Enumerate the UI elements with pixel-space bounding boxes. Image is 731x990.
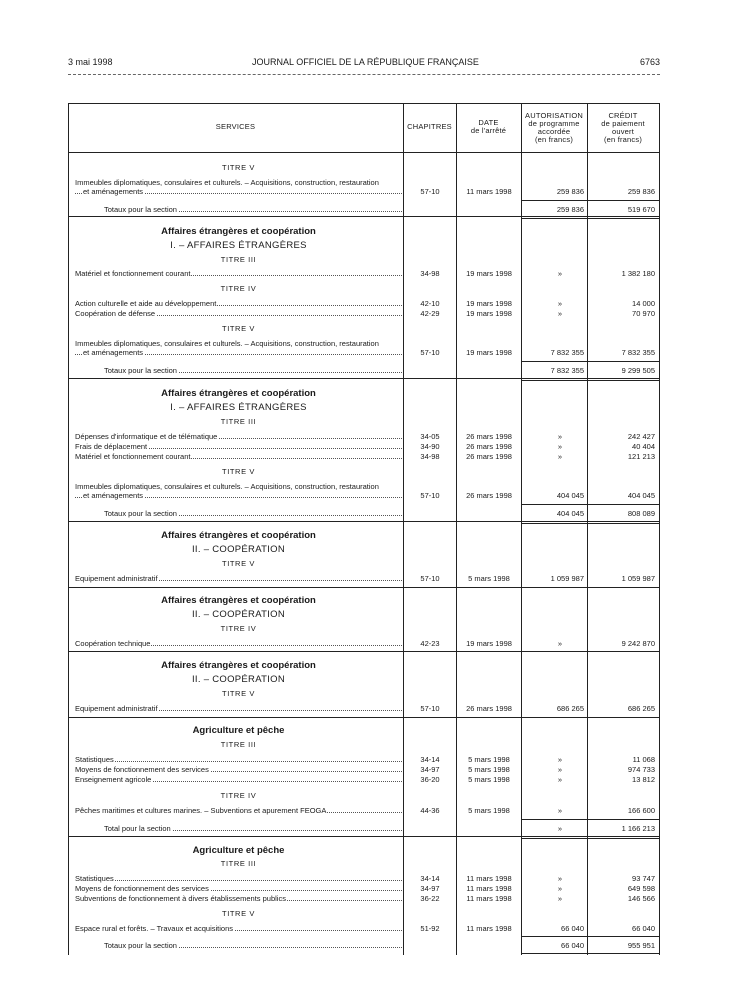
service-label: Coopération technique <box>75 639 151 648</box>
total-autorisation: 7 832 355 <box>550 366 584 375</box>
titre-heading: TITRE III <box>220 255 257 264</box>
titre-heading: TITRE V <box>222 324 255 333</box>
autorisation-cell: » <box>557 806 562 815</box>
ministry-heading: Affaires étrangères et coopération <box>161 388 316 399</box>
date-cell: 19 mars 1998 <box>466 348 512 357</box>
total-autorisation: » <box>557 824 562 833</box>
ministry-heading: Affaires étrangères et coopération <box>161 660 316 671</box>
section-separator <box>68 587 660 588</box>
chapitre-cell: 36-22 <box>420 894 440 903</box>
chapitre-cell: 57-10 <box>420 187 440 196</box>
autorisation-cell: » <box>557 755 562 764</box>
chapitre-cell: 57-10 <box>420 348 440 357</box>
titre-heading: TITRE IV <box>220 284 257 293</box>
chapitre-cell: 42-10 <box>420 299 440 308</box>
total-autorisation: 66 040 <box>561 941 584 950</box>
col-line-1 <box>403 103 404 955</box>
total-line <box>104 509 402 518</box>
chapitre-cell: 34-05 <box>420 432 440 441</box>
chapitre-cell: 34-14 <box>420 874 440 883</box>
th-auth-2: de programme <box>528 119 580 128</box>
service-line <box>75 755 402 764</box>
sum-rule <box>521 936 659 937</box>
service-label: et aménagements <box>83 348 144 357</box>
service-line <box>75 894 402 903</box>
service-label: Immeubles diplomatiques, consulaires et culturels. – Acquisitions, construction, restauration <box>75 178 379 187</box>
autorisation-cell: » <box>557 432 562 441</box>
service-line <box>75 874 402 883</box>
autorisation-cell: » <box>557 874 562 883</box>
page-date: 3 mai 1998 <box>68 57 113 67</box>
titre-heading: TITRE V <box>222 467 255 476</box>
service-label: Moyens de fonctionnement des services <box>75 884 209 893</box>
titre-heading: TITRE V <box>222 909 255 918</box>
sum-rule <box>521 361 659 362</box>
date-cell: 11 mars 1998 <box>466 874 512 883</box>
service-line <box>75 639 402 648</box>
total-label: Total pour la section <box>104 824 171 833</box>
date-cell: 26 mars 1998 <box>466 442 512 451</box>
total-label: Totaux pour la section <box>104 941 177 950</box>
service-line <box>75 348 402 357</box>
date-cell: 11 mars 1998 <box>466 924 512 933</box>
service-line <box>75 339 402 348</box>
th-date-1: DATE <box>478 118 499 127</box>
chapitre-cell: 34-97 <box>420 765 440 774</box>
chapitre-cell: 34-97 <box>420 884 440 893</box>
credit-cell: 70 970 <box>632 309 655 318</box>
service-label: Statistiques <box>75 755 114 764</box>
service-line <box>75 187 402 196</box>
service-line <box>75 806 402 815</box>
titre-heading: TITRE III <box>220 417 257 426</box>
section-heading: II. – COOPÉRATION <box>191 674 286 685</box>
total-line <box>104 941 402 950</box>
date-cell: 26 mars 1998 <box>466 432 512 441</box>
section-separator-double <box>521 838 659 839</box>
credit-cell: 9 242 870 <box>621 639 655 648</box>
date-cell: 26 mars 1998 <box>466 452 512 461</box>
service-label: Subventions de fonctionnement à divers établissements publics <box>75 894 286 903</box>
total-line <box>104 205 402 214</box>
credit-cell: 146 566 <box>627 894 655 903</box>
credit-cell: 242 427 <box>627 432 655 441</box>
date-cell: 5 mars 1998 <box>468 574 510 583</box>
autorisation-cell: » <box>557 299 562 308</box>
total-credit: 1 166 213 <box>621 824 655 833</box>
titre-heading: TITRE IV <box>220 791 257 800</box>
total-credit: 955 951 <box>627 941 655 950</box>
service-label: Statistiques <box>75 874 114 883</box>
section-separator <box>68 717 660 718</box>
total-label: Totaux pour la section <box>104 509 177 518</box>
date-cell: 5 mars 1998 <box>468 765 510 774</box>
credit-cell: 1 382 180 <box>621 269 655 278</box>
titre-heading: TITRE V <box>222 163 255 172</box>
section-heading: I. – AFFAIRES ÉTRANGÈRES <box>170 402 307 413</box>
chapitre-cell: 42-29 <box>420 309 440 318</box>
service-label: Coopération de défense <box>75 309 156 318</box>
section-separator <box>68 651 660 652</box>
autorisation-cell: » <box>557 442 562 451</box>
service-line <box>75 269 402 278</box>
credit-cell: 259 836 <box>627 187 655 196</box>
service-label: et aménagements <box>83 491 144 500</box>
col-line-4 <box>587 103 588 955</box>
service-line <box>75 299 402 308</box>
th-cred-2: de paiement <box>601 119 645 128</box>
col-line-0 <box>68 103 69 955</box>
credit-cell: 686 265 <box>627 704 655 713</box>
service-label: Enseignement agricole <box>75 775 152 784</box>
credit-cell: 13 812 <box>632 775 655 784</box>
chapitre-cell: 34-98 <box>420 269 440 278</box>
ministry-heading: Affaires étrangères et coopération <box>161 226 316 237</box>
credit-cell: 93 747 <box>632 874 655 883</box>
total-credit: 808 089 <box>627 509 655 518</box>
col-line-2 <box>456 103 457 955</box>
table-bottom-rule <box>521 953 659 954</box>
service-line <box>75 924 402 933</box>
service-label: Dépenses d'informatique et de télématique <box>75 432 218 441</box>
section-separator <box>68 216 660 217</box>
th-cred-4: (en francs) <box>603 135 643 144</box>
autorisation-cell: 259 836 <box>556 187 584 196</box>
date-cell: 19 mars 1998 <box>466 639 512 648</box>
chapitre-cell: 34-98 <box>420 452 440 461</box>
chapitre-cell: 57-10 <box>420 704 440 713</box>
total-label: Totaux pour la section <box>104 205 177 214</box>
service-line <box>75 704 402 713</box>
autorisation-cell: 7 832 355 <box>550 348 584 357</box>
credit-cell: 404 045 <box>627 491 655 500</box>
th-auth-1: AUTORISATION <box>525 111 583 120</box>
autorisation-cell: » <box>557 452 562 461</box>
service-label: Matériel et fonctionnement courant <box>75 452 191 461</box>
titre-heading: TITRE III <box>220 859 257 868</box>
total-credit: 9 299 505 <box>621 366 655 375</box>
date-cell: 11 mars 1998 <box>466 884 512 893</box>
chapitre-cell: 42-23 <box>420 639 440 648</box>
total-credit: 519 670 <box>627 205 655 214</box>
chapitre-cell: 44-36 <box>420 806 440 815</box>
titre-heading: TITRE III <box>220 740 257 749</box>
th-auth-4: (en francs) <box>534 135 574 144</box>
ministry-heading: Agriculture et pêche <box>192 845 285 856</box>
service-line <box>75 309 402 318</box>
table-top-border <box>68 103 660 104</box>
chapitre-cell: 36-20 <box>420 775 440 784</box>
service-label: Pêches maritimes et cultures marines. – Subventions et apurement FEOGA <box>75 806 327 815</box>
service-label: Matériel et fonctionnement courant <box>75 269 191 278</box>
autorisation-cell: » <box>557 765 562 774</box>
titre-heading: TITRE V <box>222 689 255 698</box>
date-cell: 19 mars 1998 <box>466 309 512 318</box>
credit-cell: 649 598 <box>627 884 655 893</box>
credit-cell: 7 832 355 <box>621 348 655 357</box>
section-separator <box>68 836 660 837</box>
table-header-bottom <box>68 152 660 153</box>
ministry-heading: Affaires étrangères et coopération <box>161 595 316 606</box>
service-label: Equipement administratif <box>75 574 158 583</box>
credit-cell: 166 600 <box>627 806 655 815</box>
credit-cell: 1 059 987 <box>621 574 655 583</box>
autorisation-cell: » <box>557 269 562 278</box>
section-heading: I. – AFFAIRES ÉTRANGÈRES <box>170 240 307 251</box>
section-separator-double <box>521 380 659 381</box>
autorisation-cell: » <box>557 884 562 893</box>
service-label: Espace rural et forêts. – Travaux et acquisitions <box>75 924 233 933</box>
date-cell: 5 mars 1998 <box>468 775 510 784</box>
section-separator <box>68 521 660 522</box>
service-label: Frais de déplacement <box>75 442 148 451</box>
chapitre-cell: 34-90 <box>420 442 440 451</box>
autorisation-cell: 686 265 <box>556 704 584 713</box>
date-cell: 11 mars 1998 <box>466 187 512 196</box>
credit-cell: 11 068 <box>632 755 655 764</box>
ministry-heading: Affaires étrangères et coopération <box>161 530 316 541</box>
chapitre-cell: 34-14 <box>420 755 440 764</box>
total-line <box>104 366 402 375</box>
autorisation-cell: 66 040 <box>561 924 584 933</box>
service-line <box>75 884 402 893</box>
date-cell: 19 mars 1998 <box>466 269 512 278</box>
date-cell: 26 mars 1998 <box>466 491 512 500</box>
autorisation-cell: 404 045 <box>556 491 584 500</box>
section-separator-double <box>521 523 659 524</box>
date-cell: 5 mars 1998 <box>468 755 510 764</box>
th-date-2: de l'arrêté <box>470 126 507 135</box>
service-label: Immeubles diplomatiques, consulaires et culturels. – Acquisitions, construction, restauration <box>75 339 379 348</box>
total-autorisation: 259 836 <box>556 205 584 214</box>
chapitre-cell: 57-10 <box>420 574 440 583</box>
service-line <box>75 574 402 583</box>
service-line <box>75 765 402 774</box>
th-cred-1: CRÉDIT <box>608 111 638 120</box>
service-line <box>75 178 402 187</box>
th-cred-3: ouvert <box>611 127 635 136</box>
th-chapitres: CHAPITRES <box>407 122 452 131</box>
total-autorisation: 404 045 <box>556 509 584 518</box>
service-line <box>75 482 402 491</box>
service-line <box>75 442 402 451</box>
journal-title: JOURNAL OFFICIEL DE LA RÉPUBLIQUE FRANÇAISE <box>252 57 479 67</box>
titre-heading: TITRE IV <box>220 624 257 633</box>
autorisation-cell: » <box>557 639 562 648</box>
date-cell: 11 mars 1998 <box>466 894 512 903</box>
service-label: Equipement administratif <box>75 704 158 713</box>
credit-cell: 14 000 <box>632 299 655 308</box>
service-line <box>75 775 402 784</box>
sum-rule <box>521 819 659 820</box>
service-label: Immeubles diplomatiques, consulaires et culturels. – Acquisitions, construction, restauration <box>75 482 379 491</box>
service-label: et aménagements <box>83 187 144 196</box>
date-cell: 19 mars 1998 <box>466 299 512 308</box>
credit-cell: 66 040 <box>632 924 655 933</box>
chapitre-cell: 57-10 <box>420 491 440 500</box>
section-heading: II. – COOPÉRATION <box>191 544 286 555</box>
autorisation-cell: 1 059 987 <box>550 574 584 583</box>
service-label: Action culturelle et aide au développement <box>75 299 217 308</box>
date-cell: 5 mars 1998 <box>468 806 510 815</box>
section-separator <box>68 378 660 379</box>
autorisation-cell: » <box>557 775 562 784</box>
date-cell: 26 mars 1998 <box>466 704 512 713</box>
titre-heading: TITRE V <box>222 559 255 568</box>
th-services: SERVICES <box>215 122 256 131</box>
service-line <box>75 452 402 461</box>
credit-cell: 40 404 <box>632 442 655 451</box>
sum-rule <box>521 504 659 505</box>
service-line <box>75 432 402 441</box>
credit-cell: 974 733 <box>627 765 655 774</box>
col-line-5 <box>659 103 660 955</box>
credit-cell: 121 213 <box>627 452 655 461</box>
ministry-heading: Agriculture et pêche <box>192 725 285 736</box>
autorisation-cell: » <box>557 894 562 903</box>
section-separator-double <box>521 218 659 219</box>
service-label: Moyens de fonctionnement des services <box>75 765 209 774</box>
autorisation-cell: » <box>557 309 562 318</box>
total-line <box>104 824 402 833</box>
sum-rule <box>521 200 659 201</box>
total-label: Totaux pour la section <box>104 366 177 375</box>
section-heading: II. – COOPÉRATION <box>191 609 286 620</box>
header-rule <box>68 74 660 75</box>
th-auth-3: accordée <box>537 127 571 136</box>
service-line <box>75 491 402 500</box>
chapitre-cell: 51-92 <box>420 924 440 933</box>
page-number: 6763 <box>639 57 660 67</box>
